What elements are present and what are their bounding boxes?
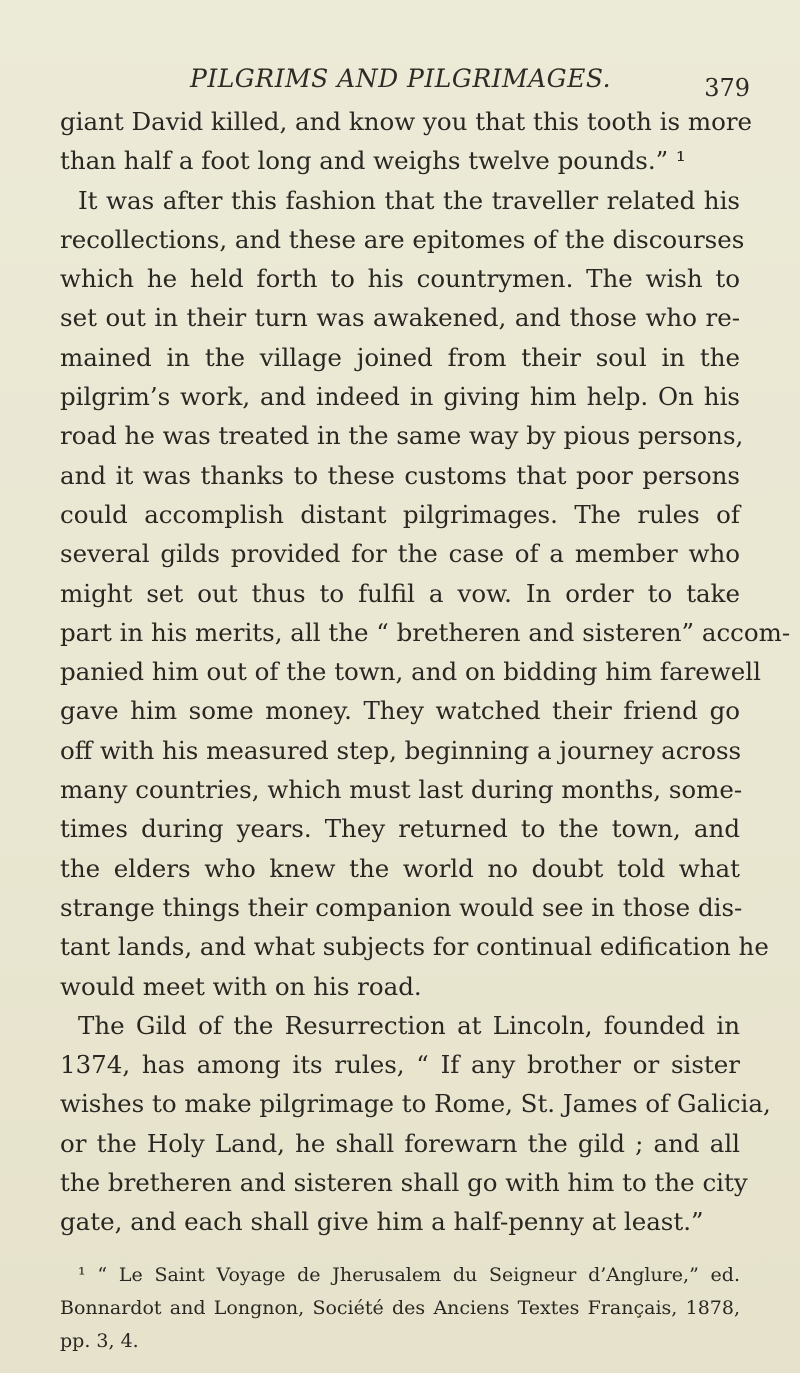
page-number: 379 [704,74,750,102]
text-line: road he was treated in the same way by pious persons, [60,421,744,451]
text-line: times during years. They returned to the town, and [60,814,740,844]
text-line: pilgrim’s work, and indeed in giving him help. On his [60,382,740,412]
text-line: tant lands, and what subjects for continual edification he [60,932,769,962]
text-line: the elders who knew the world no doubt told what [60,853,740,883]
text-line: The Gild of the Resurrection at Lincoln, founded in [78,1010,740,1040]
text-line: part in his merits, all the “ bretheren and sisteren” accom- [60,617,791,647]
text-line: the bretheren and sisteren shall go with him to the city [60,1168,748,1198]
text-line: which he held forth to his countrymen. The wish to [60,264,740,294]
page-header [190,64,750,102]
running-title: PILGRIMS AND PILGRIMAGES. [190,64,612,93]
text-line: 1374, has among its rules, “ If any brother or sister [60,1050,740,1080]
text-line: set out in their turn was awakened, and those who re- [60,303,740,333]
text-line: strange things their companion would see in those dis- [60,892,743,922]
footnotes [60,1259,740,1358]
text-line: many countries, which must last during months, some- [60,775,743,805]
text-line: might set out thus to fulfil a vow. In order to take [60,578,740,608]
text-line: several gilds provided for the case of a member who [60,539,740,569]
text-line: off with his measured step, beginning a journey across [60,735,742,765]
body-text [60,102,791,1242]
footnote-line: Bonnardot and Longnon, Société des Anciens Textes Français, 1878, [60,1297,740,1319]
text-line: wishes to make pilgrimage to Rome, St. James of Galicia, [60,1089,771,1119]
text-line: giant David killed, and know you that this tooth is more [60,107,753,136]
text-line: panied him out of the town, and on bidding him farewell [60,657,761,687]
text-line: gate, and each shall give him a half-penny at least.” [60,1207,704,1237]
text-line: and it was thanks to these customs that poor persons [60,460,740,490]
text-line: would meet with on his road. [60,971,422,1001]
text-line: gave him some money. They watched their friend go [60,696,740,726]
footnote-line: ¹ “ Le Saint Voyage de Jherusalem du Seigneur d’Anglure,” ed. [78,1264,740,1286]
text-line: It was after this fashion that the traveller related his [78,185,740,215]
footnote-line: pp. 3, 4. [60,1330,139,1352]
text-line: or the Holy Land, he shall forewarn the gild ; and all [60,1128,740,1158]
text-line: could accomplish distant pilgrimages. The rules of [60,499,740,529]
text-line: mained in the village joined from their soul in the [60,342,740,372]
text-line: recollections, and these are epitomes of the discourses [60,224,745,254]
text-line: than half a foot long and weighs twelve pounds.” ¹ [60,146,686,176]
